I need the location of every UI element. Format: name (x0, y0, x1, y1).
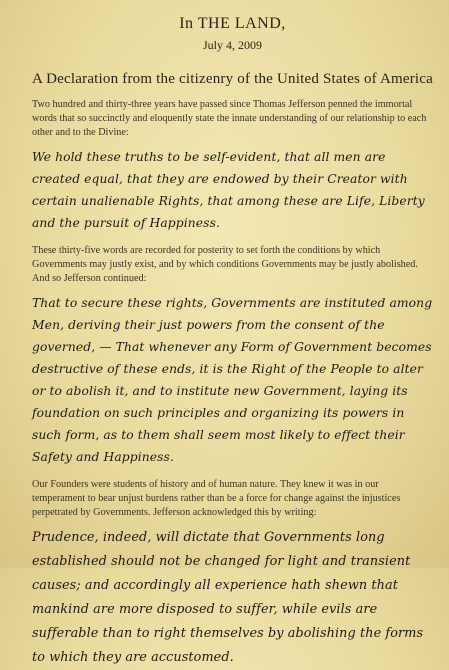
date-line: July 4, 2009 (202, 38, 262, 52)
quote-truths: We hold these truths to be self-evident, that all men are created equal, that they are endowed by their Creator with certain unalienable Rights, that among these are Life, Liberty and the pursuit of Happiness. (32, 150, 425, 230)
declaration-subtitle: A Declaration from the citizenry of the United States of America (32, 71, 433, 87)
page-title: In THE LAND, (179, 15, 286, 32)
intro-paragraph: Two hundred and thirty-three years have passed since Thomas Jefferson penned the immortal words that so succinctly and eloquently state the innate understanding of our relationship to each other and to the Divine: (32, 99, 427, 138)
quote-prudence: Prudence, indeed, will dictate that Governments long established should not be changed for light and transient causes; and accordingly all experience hath shewn that mankind are more disposed to suffer, while evils are sufferable than to right themselves by abolishing the forms to which they are accustomed. (32, 530, 424, 665)
third-paragraph: Our Founders were students of history and of human nature. They knew it was in our temperament to bear unjust burdens rather than be a force for change against the injustices perpetrated by Governments. Jefferson acknowledged this by writing: (32, 479, 401, 518)
second-paragraph: These thirty-five words are recorded for posterity to set forth the conditions by which Governments may justly exist, and by which conditions Governments may be justly abolished. And so Jefferson continued: (32, 245, 418, 284)
quote-governments: That to secure these rights, Governments are instituted among Men, deriving their just powers from the consent of the governed, — That whenever any Form of Government becomes destructive of these ends, it is the Right of the People to alter or to abolish it, and to institute new Government, laying its foundation on such principles and organizing its powers in such form, as to them shall seem most likely to effect their Safety and Happiness. (32, 296, 433, 464)
